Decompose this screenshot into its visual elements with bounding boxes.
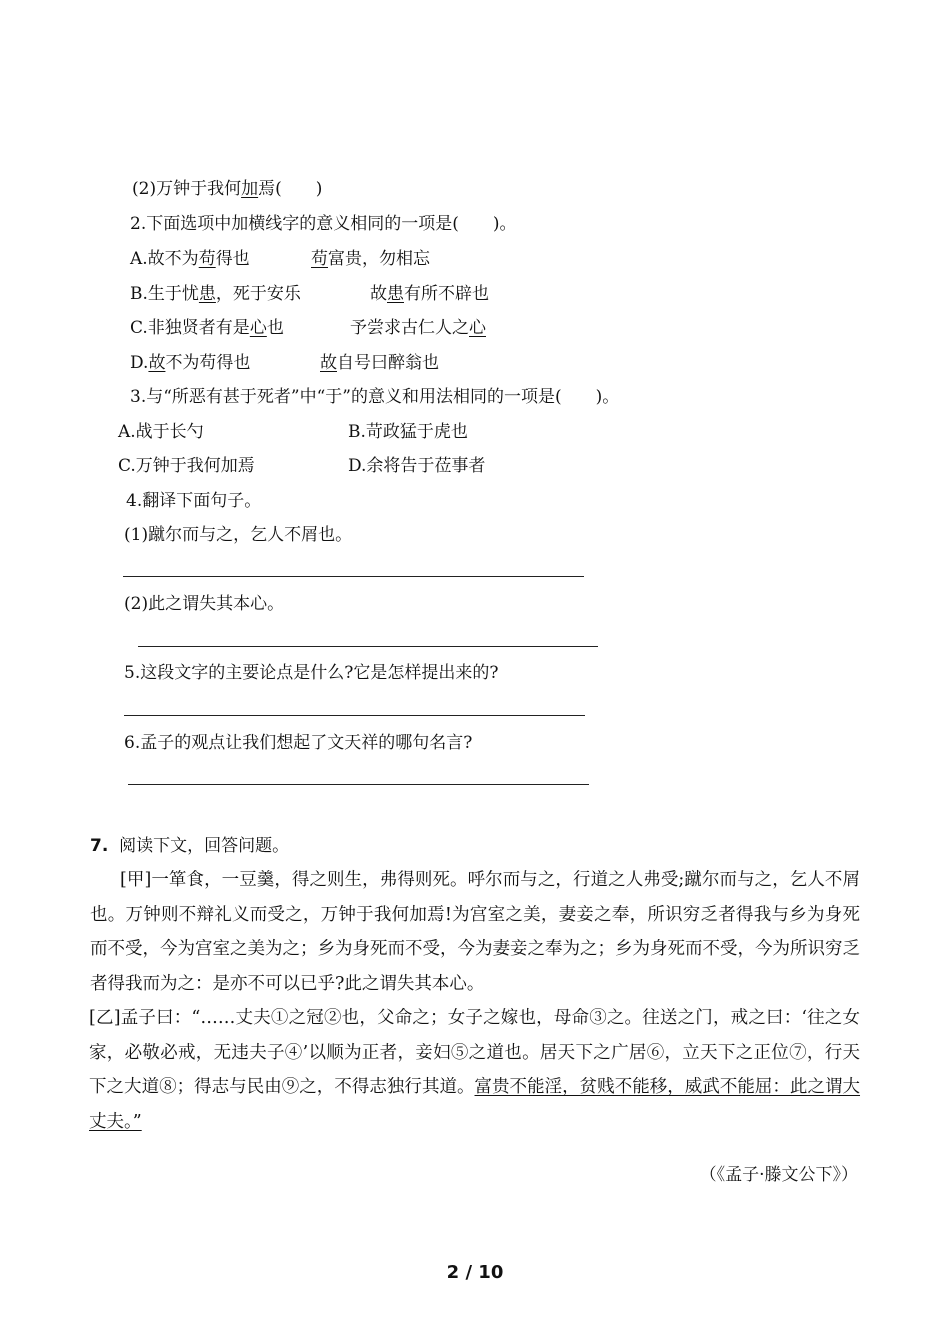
passage-jia-text: [甲]一箪食，一豆羹，得之则生，弗得则死。呼尔而与之，行道之人弗受;蹴尔而与之，乞人不屑也。万钟则不辩礼义而受之，万钟于我何加焉!为宫室之美，妻妾之奉，所识穷乏者得我与乡为身死而不受，今为宫室之美为之；乡为身死而不受，今为妻妾之奉为之；乡为身死而不受，今为所识穷乏者得我而为之：是亦不可以已乎?此之谓失其本心。 xyxy=(90,870,860,994)
question-5-stem: 5.这段文字的主要论点是什么?它是怎样提出来的? xyxy=(124,663,499,683)
passage-yi xyxy=(89,1001,860,1139)
q6-answer-line[interactable] xyxy=(128,784,589,785)
q1-2-text: (2)万钟于我何 xyxy=(132,179,242,199)
passage-yi-underlined: 富贵不能淫，贫贱不能移，威武不能屈：此之谓大丈夫。” xyxy=(89,1077,861,1132)
question-7-header xyxy=(90,835,289,857)
page-number: 2 / 10 xyxy=(446,1262,504,1283)
q2-option-c-compare xyxy=(350,317,486,339)
q3-option-c: C.万钟于我何加焉 xyxy=(118,456,255,476)
q4-sentence-1: (1)蹴尔而与之，乞人不屑也。 xyxy=(124,525,353,545)
q2-option-b xyxy=(130,283,301,305)
q2-option-d-compare xyxy=(320,352,439,374)
q2-d-underlined-1: 故 xyxy=(148,353,166,373)
q3-option-b: B.苛政猛于虎也 xyxy=(348,422,468,442)
q2-c-underlined-1: 心 xyxy=(249,318,267,338)
q2-option-c xyxy=(130,317,284,339)
q2-d-underlined-2: 故 xyxy=(320,353,337,373)
q2-c-label: C.非独贤者有是 xyxy=(130,318,250,338)
q2-b-underlined-1: 患 xyxy=(198,284,216,304)
question-6-stem: 6.孟子的观点让我们想起了文天祥的哪句名言? xyxy=(124,733,473,753)
q4-2-answer-line[interactable] xyxy=(138,646,598,647)
q2-option-d xyxy=(130,352,250,374)
q2-b-mid: ，死于安乐 xyxy=(215,284,301,304)
q1-2-answer-blank: 焉( ) xyxy=(258,179,323,199)
question-1-part-2 xyxy=(132,178,322,200)
q2-option-b-compare xyxy=(370,283,489,305)
q2-a-post: 富贵，勿相忘 xyxy=(328,249,430,269)
question-2-stem: 2.下面选项中加横线字的意义相同的一项是( )。 xyxy=(130,214,517,234)
q2-d-post: 自号曰醉翁也 xyxy=(337,353,439,373)
q2-b-underlined-2: 患 xyxy=(387,284,404,304)
q4-1-answer-line[interactable] xyxy=(123,576,584,577)
passage-source: （《孟子·滕文公下》） xyxy=(699,1165,858,1185)
question-3-stem: 3.与“所恶有甚于死者”中“于”的意义和用法相同的一项是( )。 xyxy=(130,387,620,407)
q2-a-mid: 得也 xyxy=(215,249,250,269)
q2-c-pre2: 予尝求古仁人之 xyxy=(350,318,469,338)
q3-option-a: A.战于长勺 xyxy=(118,422,204,442)
passage-jia xyxy=(90,863,860,1001)
reading-passage xyxy=(90,863,860,1139)
q2-d-mid: 不为苟得也 xyxy=(165,353,251,373)
q2-b-pre2: 故 xyxy=(370,284,387,304)
question-4-stem: 4.翻译下面句子。 xyxy=(126,491,262,511)
q4-sentence-2: (2)此之谓失其本心。 xyxy=(124,594,285,614)
q7-number: 7. xyxy=(90,836,109,856)
passage-yi-text: [乙]孟子曰：“……丈夫①之冠②也，父命之；女子之嫁也，母命③之。往送之门，戒之曰：‘往之女家，必敬必戒，无违夫子④’以顺为正者，妾妇⑤之道也。居天下之广居⑥，立天下之正位⑦，行天下之大道⑧；得志与民由⑨之，不得志独行其道。 xyxy=(89,1008,860,1097)
q1-2-underlined: 加 xyxy=(241,179,259,199)
q2-b-post: 有所不辟也 xyxy=(404,284,489,304)
q2-c-mid: 也 xyxy=(266,318,284,338)
q2-b-label: B.生于忧 xyxy=(130,284,199,304)
q2-option-a xyxy=(130,248,250,270)
q2-c-underlined-2: 心 xyxy=(469,318,486,338)
q2-option-a-compare xyxy=(311,248,430,270)
q3-option-d: D.余将告于莅事者 xyxy=(348,456,486,476)
q2-a-underlined-2: 苟 xyxy=(311,249,328,269)
q7-stem: 阅读下文，回答问题。 xyxy=(119,836,290,856)
q5-answer-line[interactable] xyxy=(124,715,585,716)
q2-d-label: D. xyxy=(130,353,149,373)
q2-a-underlined-1: 苟 xyxy=(198,249,216,269)
q2-a-label: A.故不为 xyxy=(130,249,199,269)
